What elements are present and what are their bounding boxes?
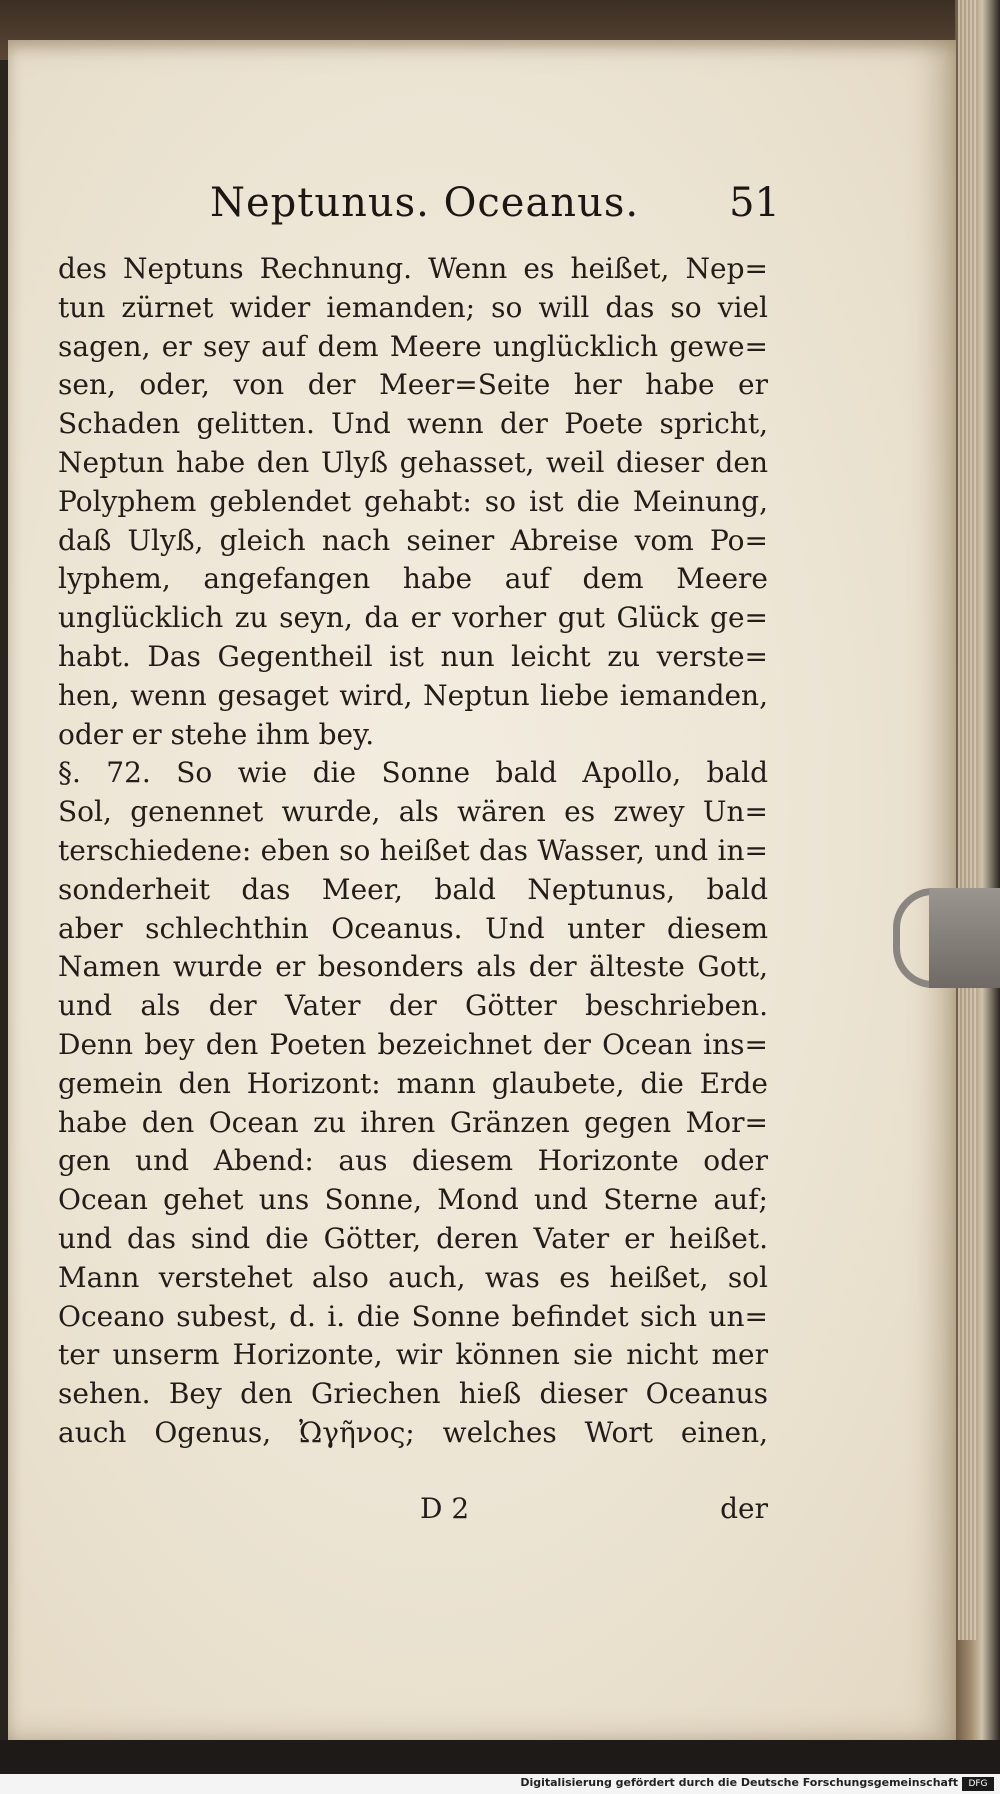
- catchword: der: [720, 1492, 768, 1525]
- text-line: daß Ulyß, gleich nach seiner Abreise vom Po=: [58, 523, 768, 557]
- text-line: aber schlechthin Oceanus. Und unter diesem: [58, 911, 768, 945]
- text-line: gemein den Horizont: mann glaubete, die Erde: [58, 1066, 768, 1100]
- body-text: [58, 250, 768, 1453]
- text-line: Neptun habe den Ulyß gehasset, weil dieser den: [58, 445, 768, 479]
- text-line: des Neptuns Rechnung. Wenn es heißet, Nep=: [58, 252, 768, 285]
- text-line: Mann verstehet also auch, was es heißet, sol: [58, 1260, 768, 1294]
- running-head: Neptunus. Oceanus.: [210, 180, 640, 226]
- text-line: lyphem, angefangen habe auf dem Meere: [58, 562, 768, 596]
- text-line: §. 72. So wie die Sonne bald Apollo, bald: [58, 756, 768, 790]
- text-line: tun zürnet wider iemanden; so will das so viel: [58, 290, 768, 324]
- text-line: Sol, genennet wurde, als wären es zwey Un=: [58, 795, 768, 829]
- text-line: gen und Abend: aus diesem Horizonte oder: [58, 1144, 768, 1178]
- page-stack-edge: [958, 0, 978, 1640]
- text-line: sagen, er sey auf dem Meere unglücklich gewe=: [58, 329, 768, 363]
- text-line: und als der Vater der Götter beschrieben.: [58, 989, 768, 1023]
- clip-bar: [929, 888, 1000, 988]
- text-line: sonderheit das Meer, bald Neptunus, bald: [58, 872, 768, 906]
- text-line: auch Ogenus, Ὠγῆνος; welches Wort einen,: [58, 1415, 768, 1449]
- scan-background-bottom: [0, 1740, 1000, 1774]
- text-line: Denn bey den Poeten bezeichnet der Ocean ins=: [58, 1027, 768, 1061]
- text-line: Namen wurde er besonders als der älteste Gott,: [58, 950, 768, 984]
- page-header: [210, 180, 780, 240]
- text-line: ter unserm Horizonte, wir können sie nicht mer: [58, 1338, 768, 1372]
- text-line: und das sind die Götter, deren Vater er heißet.: [58, 1221, 768, 1255]
- text-line: sehen. Bey den Griechen hieß dieser Oceanus: [58, 1377, 768, 1411]
- text-line: Schaden gelitten. Und wenn der Poete spricht,: [58, 407, 768, 441]
- dfg-logo: DFG: [962, 1777, 994, 1791]
- text-line: oder er stehe ihm bey.: [58, 717, 375, 751]
- dfg-credit: Digitalisierung gefördert durch die Deutsche Forschungsgemeinschaft: [520, 1776, 958, 1789]
- text-line: habt. Das Gegentheil ist nun leicht zu verste=: [58, 639, 768, 673]
- page-number: 51: [729, 180, 780, 226]
- text-line: Ocean gehet uns Sonne, Mond und Sterne auf;: [58, 1183, 768, 1217]
- page-footer: [58, 1492, 768, 1532]
- book-clip: [893, 880, 1000, 995]
- text-line: habe den Ocean zu ihren Gränzen gegen Mor=: [58, 1105, 768, 1139]
- text-line: Polyphem geblendet gehabt: so ist die Meinung,: [58, 484, 768, 518]
- text-line: unglücklich zu seyn, da er vorher gut Glück ge=: [58, 601, 768, 635]
- text-line: sen, oder, von der Meer=Seite her habe er: [58, 368, 768, 402]
- text-line: Oceano subest, d. i. die Sonne befindet sich un=: [58, 1299, 768, 1333]
- text-line: terschiedene: eben so heißet das Wasser, und in=: [58, 833, 768, 867]
- text-line: hen, wenn gesaget wird, Neptun liebe iemanden,: [58, 678, 768, 712]
- signature-mark: D 2: [420, 1492, 470, 1525]
